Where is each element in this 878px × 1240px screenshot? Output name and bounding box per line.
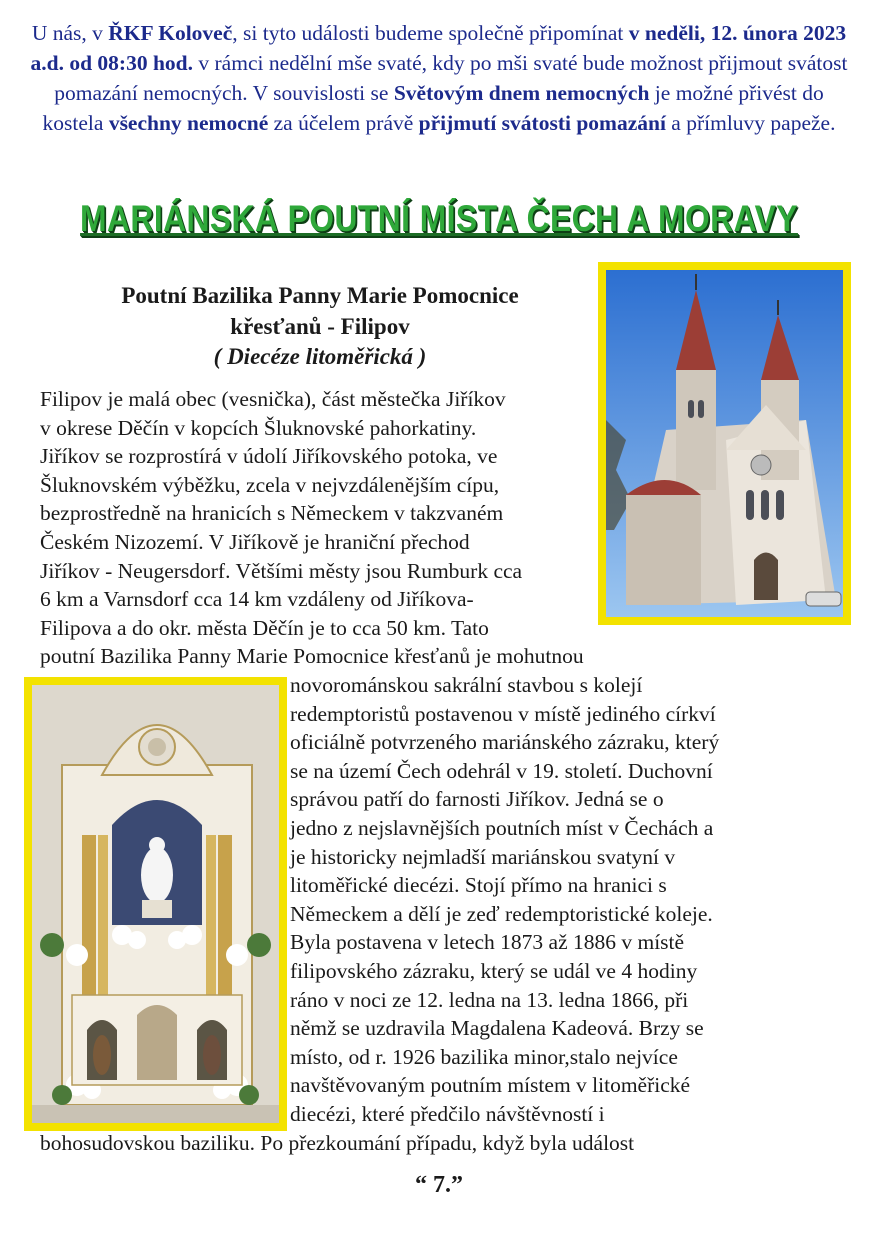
article-line: Českém Nizozemí. V Jiříkově je hraniční přechod: [40, 530, 470, 554]
article-line: 6 km a Varnsdorf cca 14 km vzdáleny od Jiříkova-: [40, 587, 474, 612]
article-title-line-1: Poutní Bazilika Panny Marie Pomocnice: [121, 283, 519, 308]
article-line: jedno z nejslavnějších poutních míst v Čechách a: [290, 816, 714, 840]
article-title-line-2: křesťanů - Filipov: [230, 314, 410, 339]
article-line: diecézi, které předčilo návštěvností i: [290, 1102, 605, 1126]
article-line: Německem a dělí je zeď redemptoristické koleje.: [290, 901, 713, 926]
intro-paragraph: [30, 18, 848, 138]
section-headline: MARIÁNSKÁ POUTNÍ MÍSTA ČECH A MORAVY: [80, 198, 798, 239]
intro-bold-run: Světovým dnem nemocných: [393, 81, 650, 105]
article-line: bohosudovskou baziliku. Po přezkoumání případu, když byla událost: [40, 1130, 635, 1155]
altar-photo: [24, 677, 287, 1131]
article-line: Filipova a do okr. města Děčín je to cca 50 km. Tato: [40, 615, 489, 640]
article-line: oficiálně potvrzeného mariánského zázraku, který: [290, 730, 720, 755]
article-line: němž se uzdravila Magdalena Kadeová. Brzy se: [290, 1016, 704, 1041]
article-line: redemptoristů postavenou v místě jediného církví: [290, 701, 716, 726]
article-line: Jiříkov - Neugersdorf. Většími městy jsou Rumburk cca: [40, 558, 523, 583]
article-line: navštěvovaným poutním místem v litoměřické: [290, 1073, 691, 1098]
intro-text-run: v rámci nedělní mše svaté, kdy po mši svaté bude možnost přijmout svátost pomazání nemocných. V souvislosti se: [54, 51, 848, 105]
article-line: novorománskou sakrální stavbou s kolejí: [290, 673, 643, 697]
article-line: litoměřické diecézi. Stojí přímo na hranici s: [290, 873, 667, 898]
intro-bold-run: v neděli, 12. února 2023 a.d. od 08:30 hod.: [30, 21, 847, 75]
intro-text-run: je možné přivést do kostela: [42, 81, 824, 135]
article-title: [40, 280, 600, 342]
article-line: Byla postavena v letech 1873 až 1886 v místě: [290, 930, 685, 955]
intro-text-run: za účelem právě: [268, 111, 419, 135]
article-line: ráno v noci ze 12. ledna na 13. ledna 1866, při: [290, 987, 689, 1012]
article-line: se na území Čech odehrál v 19. století. Duchovní: [290, 758, 713, 783]
article-line: Jiříkov se rozprostírá v údolí Jiříkovského potoka, ve: [40, 444, 498, 469]
article-line: je historicky nejmladší mariánskou svatyní v: [290, 844, 676, 869]
page-number: “ 7.”: [415, 1172, 463, 1198]
article-line: poutní Bazilika Panny Marie Pomocnice křesťanů je mohutnou: [40, 644, 584, 669]
article-line: v okrese Děčín v kopcích Šluknovské pahorkatiny.: [40, 415, 477, 440]
article-line: Filipov je malá obec (vesnička), část městečka Jiříkov: [40, 387, 506, 411]
intro-text-run: a přímluvy papeže.: [665, 111, 836, 135]
basilica-photo: [598, 262, 851, 625]
article-line: Šluknovském výběžku, zcela v nejvzdálenějším cípu,: [40, 472, 500, 497]
intro-bold-run: všechny nemocné: [108, 111, 269, 135]
article-diocese: ( Diecéze litoměřická ): [213, 344, 427, 369]
article-line: místo, od r. 1926 bazilika minor,stalo nejvíce: [290, 1044, 678, 1069]
article-line: filipovského zázraku, který se udál ve 4 hodiny: [290, 959, 698, 983]
article-line: správou patří do farnosti Jiříkov. Jedná se o: [290, 787, 664, 812]
article-line: bezprostředně na hranicích s Německem v takzvaném: [40, 501, 504, 526]
intro-text-run: U nás, v: [31, 21, 109, 45]
intro-bold-run: ŘKF Koloveč: [108, 21, 233, 45]
intro-bold-run: přijmutí svátosti pomazání: [418, 111, 666, 135]
intro-text-run: , si tyto události budeme společně připomínat: [232, 21, 629, 45]
